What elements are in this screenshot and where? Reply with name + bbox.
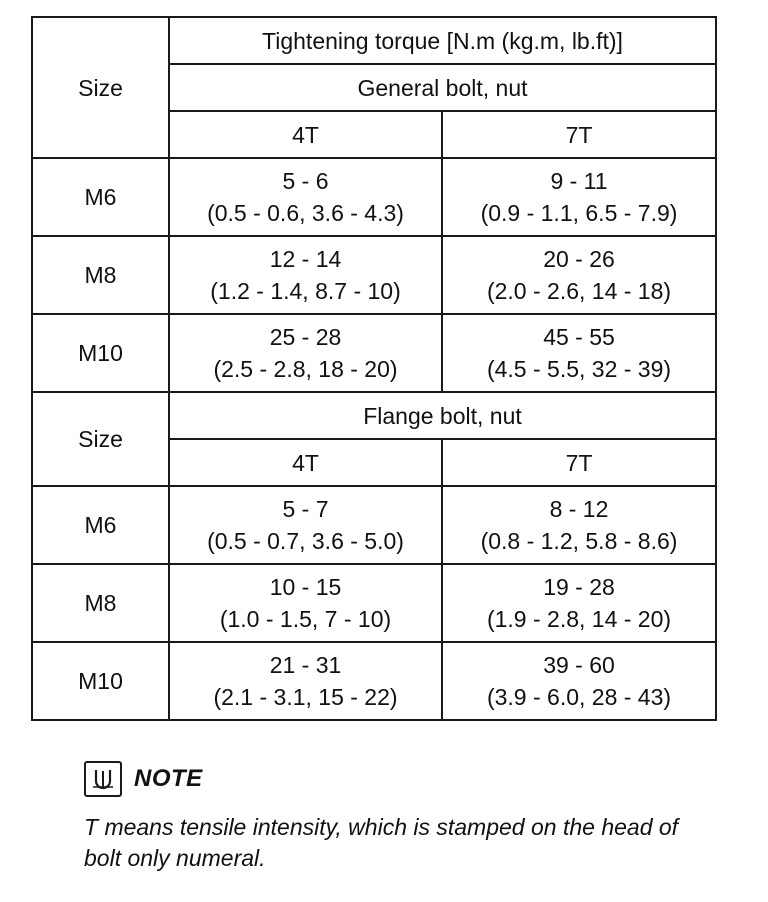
flange-bolt-title: Flange bolt, nut: [169, 392, 716, 439]
table-row: [32, 642, 716, 720]
table-row: [32, 564, 716, 642]
torque-cell-4t: [169, 236, 442, 314]
table-row: [32, 158, 716, 236]
note-header: [84, 760, 724, 798]
size-header: Size: [32, 392, 169, 486]
torque-conversion: (1.0 - 1.5, 7 - 10): [219, 606, 392, 632]
torque-cell-7t: [442, 642, 716, 720]
size-cell: M10: [32, 642, 169, 720]
torque-cell-4t: [169, 642, 442, 720]
torque-cell-4t: [169, 564, 442, 642]
torque-range: 5 - 6: [282, 168, 329, 194]
note-book-icon: [84, 761, 122, 797]
torque-conversion: (2.0 - 2.6, 14 - 18): [486, 278, 672, 304]
size-cell: M6: [32, 158, 169, 236]
size-cell: M10: [32, 314, 169, 392]
torque-range: 21 - 31: [269, 652, 342, 678]
grade-4t-header: 4T: [169, 111, 442, 158]
torque-conversion: (0.8 - 1.2, 5.8 - 8.6): [480, 528, 678, 554]
torque-cell-4t: [169, 314, 442, 392]
grade-7t-header: 7T: [442, 111, 716, 158]
table-header-row: [32, 17, 716, 64]
torque-range: 45 - 55: [543, 324, 615, 350]
torque-range: 10 - 15: [269, 574, 342, 600]
note-text: T means tensile intensity, which is stamped on the head of bolt only numeral.: [84, 814, 679, 871]
torque-range: 5 - 7: [282, 496, 329, 522]
torque-range: 20 - 26: [543, 246, 615, 272]
table-row: [32, 486, 716, 564]
torque-conversion: (2.5 - 2.8, 18 - 20): [213, 356, 398, 382]
torque-conversion: (0.9 - 1.1, 6.5 - 7.9): [480, 200, 678, 226]
torque-range: 9 - 11: [550, 168, 608, 194]
note-label: NOTE: [134, 765, 203, 792]
torque-conversion: (3.9 - 6.0, 28 - 43): [486, 684, 672, 710]
torque-conversion: (1.9 - 2.8, 14 - 20): [486, 606, 672, 632]
torque-table: [31, 16, 717, 721]
table-row: [32, 236, 716, 314]
torque-range: 8 - 12: [549, 496, 609, 522]
torque-cell-4t: [169, 486, 442, 564]
torque-conversion: (4.5 - 5.5, 32 - 39): [486, 356, 672, 382]
note-block: [84, 760, 724, 874]
torque-range: 19 - 28: [543, 574, 615, 600]
size-cell: M8: [32, 564, 169, 642]
torque-conversion: (0.5 - 0.7, 3.6 - 5.0): [207, 528, 404, 554]
grade-7t-header: 7T: [442, 439, 716, 486]
torque-cell-7t: [442, 158, 716, 236]
torque-range: 12 - 14: [269, 246, 342, 272]
table-header-row: [32, 392, 716, 439]
size-header: Size: [32, 17, 169, 158]
torque-range: 39 - 60: [543, 652, 615, 678]
torque-cell-7t: [442, 236, 716, 314]
torque-title: Tightening torque [N.m (kg.m, lb.ft)]: [169, 17, 716, 64]
torque-range: 25 - 28: [269, 324, 342, 350]
torque-cell-7t: [442, 486, 716, 564]
size-cell: M6: [32, 486, 169, 564]
torque-cell-4t: [169, 158, 442, 236]
torque-cell-7t: [442, 314, 716, 392]
general-bolt-title: General bolt, nut: [169, 64, 716, 111]
torque-cell-7t: [442, 564, 716, 642]
size-cell: M8: [32, 236, 169, 314]
table-row: [32, 314, 716, 392]
torque-conversion: (2.1 - 3.1, 15 - 22): [213, 684, 398, 710]
torque-conversion: (1.2 - 1.4, 8.7 - 10): [210, 278, 401, 304]
grade-4t-header: 4T: [169, 439, 442, 486]
torque-conversion: (0.5 - 0.6, 3.6 - 4.3): [207, 200, 404, 226]
